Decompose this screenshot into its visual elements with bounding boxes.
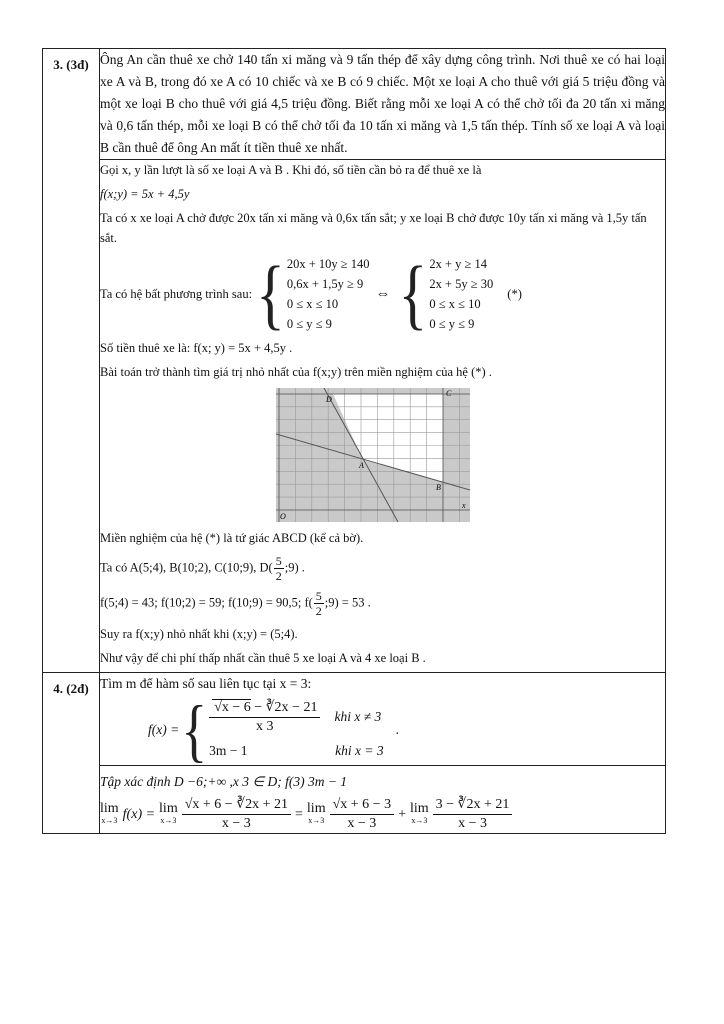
f-lhs: f(x) = — [148, 722, 180, 737]
q3-step9: Suy ra f(x;y) nhỏ nhất khi (x;y) = (5;4). — [100, 627, 298, 641]
q3-step5: Bài toán trở thành tìm giá trị nhỏ nhất của f(x;y) trên miền nghiệm của hệ (*) . — [100, 365, 492, 379]
system-label: Ta có hệ bất phương trình sau: — [100, 287, 253, 301]
lim-word-3: lim — [306, 800, 326, 816]
system-left — [254, 251, 370, 337]
lim-word-2: lim — [159, 800, 178, 816]
point-a-label: A — [359, 461, 364, 470]
equiv-symbol: ⇔ — [375, 286, 391, 302]
system-right-line-2: 0 ≤ x ≤ 10 — [429, 297, 481, 311]
system-star: (*) — [507, 287, 522, 301]
system-right-line-0: 2x + y ≥ 14 — [429, 257, 488, 271]
lim-word-4: lim — [409, 800, 429, 816]
limit-fraction-2 — [330, 796, 394, 833]
system-left-line-1: 0,6x + 1,5y ≥ 9 — [286, 277, 364, 291]
case1-num-b: − ∛2x − 21 — [250, 699, 318, 715]
frac1-bot: x − 3 — [221, 816, 251, 831]
case1-condition: khi x ≠ 3 — [334, 709, 382, 724]
value-d-num: 5 — [315, 589, 322, 603]
frac2-top: √x + 6 − 3 — [330, 796, 394, 815]
case2-condition: khi x = 3 — [335, 742, 384, 758]
vertices-pre: Ta có A(5;4), B(10;2), C(10;9), D( — [100, 560, 273, 575]
q4-problem-row — [43, 673, 666, 766]
vertices-post: ;9) . — [284, 560, 305, 575]
limit-expression — [100, 796, 665, 833]
equals-sign: = — [295, 806, 303, 822]
limit-fraction-1 — [182, 796, 291, 833]
q3-step7 — [100, 554, 665, 583]
q3-problem-row — [43, 49, 666, 160]
q3-step3: Ta có x xe loại A chở được 20x tấn xi măng và 0,6x tấn sắt; y xe loại B chở được 10y tấn xi măng và 1,5y tấn sắt. — [100, 211, 647, 245]
case2-value: 3m − 1 — [209, 742, 248, 758]
values-post: ;9) = 53 . — [324, 595, 371, 610]
system-right-lines — [429, 254, 493, 334]
frac1-top: √x + 6 − ∛2x + 21 — [182, 796, 291, 815]
brace-left: { — [256, 251, 285, 337]
limit-4 — [409, 800, 429, 827]
solution-page — [42, 48, 666, 834]
vertex-d-num: 5 — [275, 554, 282, 568]
q3-step6: Miền nghiệm của hệ (*) là tứ giác ABCD (kể cả bờ). — [100, 531, 364, 545]
lim-sub-1: x→3 — [101, 815, 118, 825]
piecewise-cases — [209, 699, 383, 762]
system-right-line-3: 0 ≤ y ≤ 9 — [429, 317, 475, 331]
lim-word-1: lim — [100, 800, 119, 816]
limit-2 — [159, 800, 178, 827]
q4-problem: Tìm m để hàm số sau liên tục tại x = 3: — [100, 676, 312, 691]
point-c-label: C — [446, 389, 452, 398]
case1-num — [209, 699, 320, 718]
q3-step1: Gọi x, y lần lượt là số xe loại A và B . Khi đó, số tiền cần bỏ ra để thuê xe là — [100, 163, 482, 177]
q4-solution-row — [43, 766, 666, 834]
q3-step2: f(x;y) = 5x + 4,5y — [100, 187, 190, 201]
system-left-lines — [287, 254, 370, 334]
q4-domain: Tập xác định D −6;+∞ ,x 3 ∈ D; f(3) 3m − 1 — [100, 774, 348, 789]
system-left-line-3: 0 ≤ y ≤ 9 — [286, 317, 332, 331]
system-right — [397, 251, 494, 337]
lim-sub-3: x→3 — [308, 815, 325, 825]
function-tail: . — [395, 722, 399, 737]
q3-label: 3. (3đ) — [43, 49, 100, 673]
point-d-label: D — [326, 395, 332, 404]
limit-fraction-3 — [433, 796, 513, 833]
frac3-bot: x − 3 — [458, 816, 487, 831]
feasible-region-graph — [276, 388, 470, 522]
system-left-line-0: 20x + 10y ≥ 140 — [286, 257, 370, 271]
value-d-fraction — [314, 589, 324, 618]
q4-solution — [100, 766, 666, 834]
lim-sub-4: x→3 — [411, 815, 428, 825]
piecewise-function — [148, 691, 665, 769]
q3-step4: Số tiền thuê xe là: f(x; y) = 5x + 4,5y . — [100, 341, 293, 355]
piecewise-brace: { — [181, 691, 208, 769]
q4-problem-cell — [100, 673, 666, 769]
inequality-system — [100, 252, 665, 336]
case1-num-a: √x − 6 — [214, 699, 251, 715]
solution-table — [42, 48, 666, 834]
system-right-line-1: 2x + 5y ≥ 30 — [429, 277, 494, 291]
origin-label: O — [280, 512, 286, 521]
case1-fraction — [209, 699, 320, 736]
limit-3 — [306, 800, 326, 827]
values-pre: f(5;4) = 43; f(10;2) = 59; f(10;9) = 90,5; f( — [100, 595, 313, 610]
lim-sub-2: x→3 — [160, 815, 177, 825]
vertex-d-fraction — [274, 554, 284, 583]
case-1 — [209, 699, 383, 736]
q3-solution — [100, 160, 666, 673]
point-b-label: B — [436, 483, 441, 492]
brace-right: { — [398, 251, 428, 337]
q3-step10: Như vậy để chi phí thấp nhất cần thuê 5 xe loại A và 4 xe loại B . — [100, 651, 426, 665]
q3-step8 — [100, 589, 665, 618]
frac2-bot: x − 3 — [347, 816, 377, 831]
vertex-d-den: 2 — [275, 569, 282, 583]
q3-problem: Ông An cần thuê xe chở 140 tấn xi măng và 9 tấn thép để xây dựng công trình. Nơi thuê xe có hai loại xe A và B, trong đó xe A có 10 chiếc và xe B có 9 chiếc. Một xe loại A cho thuê với giá 5 triệu đồng và một xe loại B cho thuê với giá 4,5 triệu đồng. Biết rằng mỗi xe loại A có thể chở tối đa 20 tấn xi măng và 0,6 tấn thép, mỗi xe loại B có thể chở tối đa 10 tấn xi măng và 1,5 tấn thép. Tính số xe loại A và loại B cần thuê để ông An mất ít tiền thuê xe nhất. — [100, 49, 666, 160]
frac3-top: 3 − ∛2x + 21 — [433, 796, 513, 815]
q3-solution-row — [43, 160, 666, 673]
limit-1 — [100, 800, 119, 827]
plus-sign: + — [398, 806, 406, 822]
lim-f: f(x) = — [122, 806, 156, 822]
case-2 — [209, 740, 383, 762]
q4-label: 4. (2đ) — [43, 673, 100, 834]
x-axis-label: x — [462, 501, 466, 510]
graph-svg — [276, 388, 470, 522]
system-left-line-2: 0 ≤ x ≤ 10 — [286, 297, 339, 311]
value-d-den: 2 — [315, 604, 322, 618]
case1-den: x 3 — [256, 718, 274, 734]
